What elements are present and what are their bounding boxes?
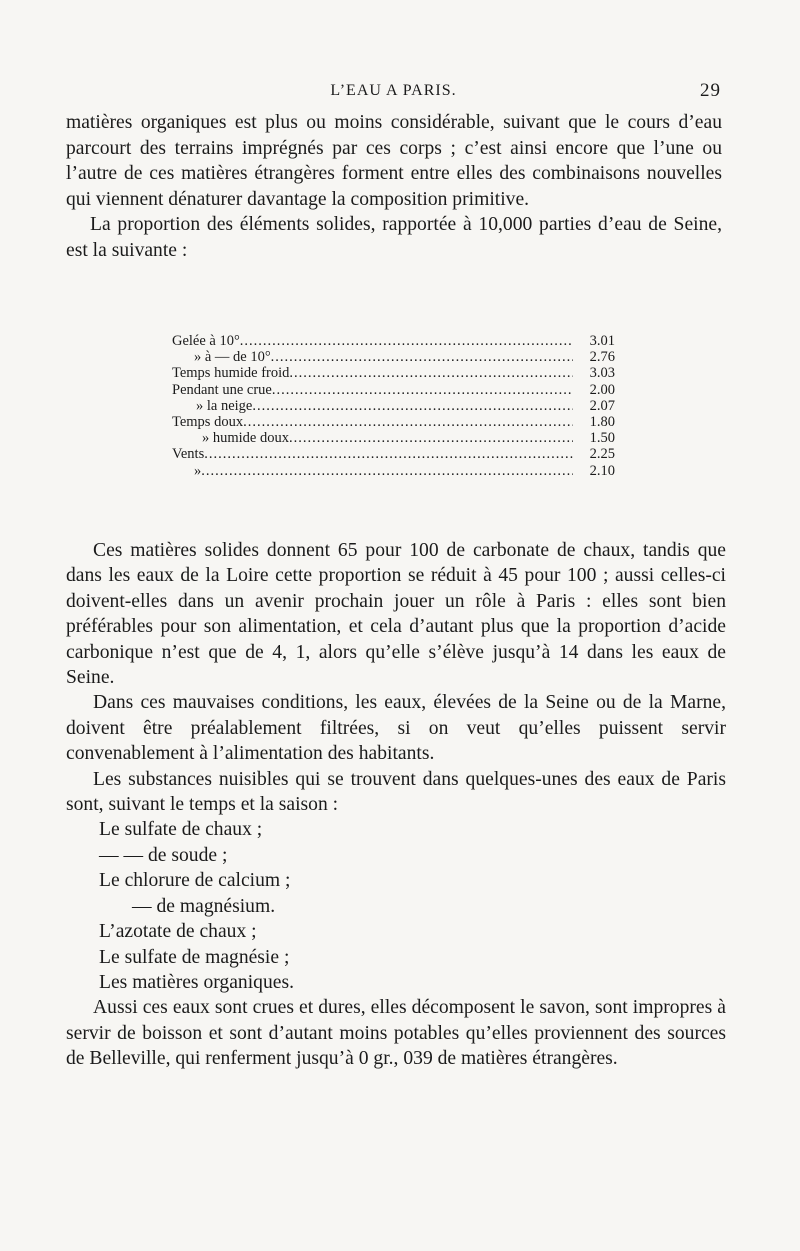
row-label: » [194, 462, 202, 479]
row-value: 3.03 [589, 365, 615, 382]
list-item: Le sulfate de chaux ; [99, 819, 263, 841]
list-item: — — de soude ; [99, 844, 228, 866]
table-row [172, 333, 615, 349]
leader-dots [204, 446, 573, 462]
row-label: Pendant une crue [172, 381, 272, 398]
leader-dots [272, 382, 573, 398]
table-row [172, 382, 615, 398]
paragraph-continuation: matières organiques est plus ou moins considérable, suivant que le cours d’eau parcourt des terrains imprégnés par ces corps ; c’est ainsi encore que l’une ou l’autre de ces matières étrangères forment entre elles des combinaisons nouvelles qui viennent dénaturer davantage la composition primitive. [66, 112, 722, 210]
leader-dots [243, 414, 573, 430]
row-value: 2.76 [589, 349, 615, 366]
row-label: Temps doux [172, 414, 244, 431]
table-row [172, 398, 615, 414]
top-text [66, 110, 722, 264]
leader-dots [271, 349, 573, 365]
row-value: 2.25 [589, 446, 615, 463]
paragraph-filtration: Dans ces mauvaises conditions, les eaux, élevées de la Seine ou de la Marne, doivent être préalablement filtrées, si on veut qu’elles puissent servir convenablement à l’alimentation des habitants. [66, 692, 726, 765]
row-label: Vents [172, 446, 205, 463]
lower-text [66, 538, 726, 1072]
list-item: Le sulfate de magnésie ; [99, 946, 290, 968]
paragraph-proportion: La proportion des éléments solides, rapportée à 10,000 parties d’eau de Seine, est la suivante : [66, 214, 722, 261]
page-header [66, 78, 721, 104]
page-number: 29 [700, 80, 721, 101]
running-title: L’EAU A PARIS. [330, 82, 457, 99]
row-label: » humide doux [202, 430, 289, 447]
paragraph-substances: Les substances nuisibles qui se trouvent dans quelques-unes des eaux de Paris sont, suivant le temps et la saison : [66, 768, 726, 816]
table-row [172, 463, 615, 479]
solids-table [172, 333, 615, 479]
leader-dots [289, 365, 573, 381]
leader-dots [289, 430, 573, 446]
row-label: Temps humide froid [172, 365, 290, 382]
leader-dots [240, 333, 573, 349]
list-item: Le chlorure de calcium ; [99, 870, 291, 892]
leader-dots [252, 398, 573, 414]
table-row [172, 365, 615, 381]
row-label: » la neige [196, 397, 253, 414]
row-value: 3.01 [589, 333, 615, 349]
leader-dots [201, 463, 573, 479]
table-row [172, 446, 615, 462]
row-value: 1.50 [589, 430, 615, 447]
list-item: L’azotate de chaux ; [99, 921, 257, 943]
row-value: 2.10 [589, 462, 615, 479]
table-row [172, 414, 615, 430]
table-row [172, 349, 615, 365]
list-item: — de magnésium. [132, 895, 276, 917]
row-value: 2.00 [589, 381, 615, 398]
paragraph-conclusion: Aussi ces eaux sont crues et dures, elles décomposent le savon, sont impropres à servir de boisson et sont d’autant moins potables qu’elles proviennent des sources de Belleville, qui renferment jusqu’à 0 gr., 039 de matières étrangères. [66, 997, 726, 1070]
list-item: Les matières organiques. [99, 971, 294, 993]
row-value: 2.07 [589, 397, 615, 414]
paragraph-carbonate: Ces matières solides donnent 65 pour 100 de carbonate de chaux, tandis que dans les eaux de la Loire cette proportion se réduit à 45 pour 100 ; aussi celles-ci doivent-elles dans un avenir prochain jouer un rôle à Paris : elles sont bien préférables pour son alimentation, et cela d’autant plus que la proportion d’acide carbonique n’est que de 4, 1, alors qu’elle s’élève jusqu’à 14 dans les eaux de Seine. [66, 540, 726, 689]
row-label: Gelée à 10° [172, 333, 240, 349]
table-row [172, 430, 615, 446]
row-value: 1.80 [589, 414, 615, 431]
row-label: » à — de 10° [194, 349, 271, 366]
